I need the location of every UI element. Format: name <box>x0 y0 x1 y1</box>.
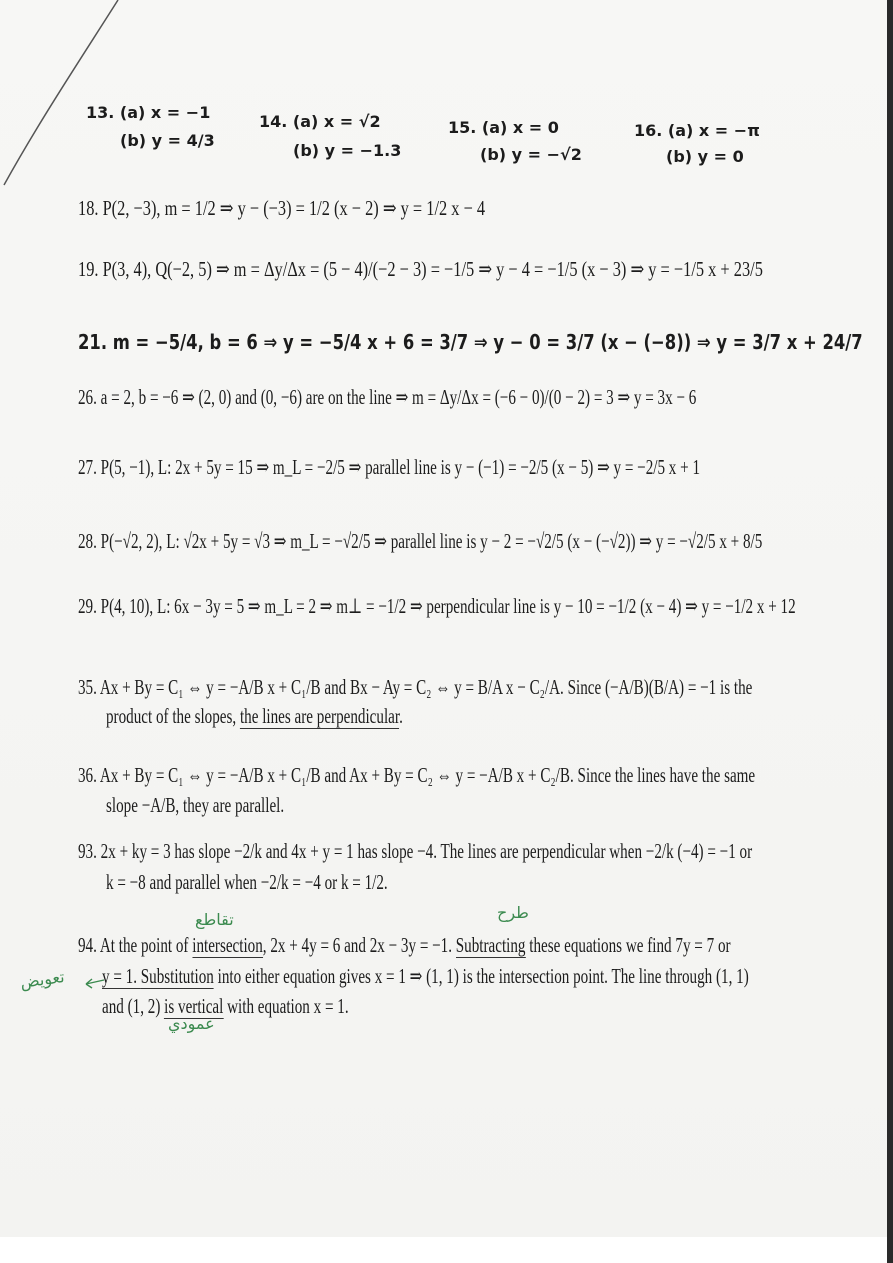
answer-15-a: (a) x = 0 <box>481 118 559 137</box>
answer-94-text-c: , 2x + 4y = 6 and 2x − 3y = −1. <box>262 933 456 957</box>
answer-16-number: 16. <box>634 121 663 140</box>
answer-14-b: (b) y = −1.3 <box>293 141 402 160</box>
answer-94-word-subtracting: Subtracting <box>455 933 526 957</box>
answer-28: 28. P(−√2, 2), L: √2x + 5y = √3 ⇒ m_L = −√2/5 ⇒ parallel line is y − 2 = −√2/5 (x − (−√2)) ⇒ y = −√2/5 x + 8/5 <box>78 529 763 553</box>
answer-35-line-1: 35. Ax + By = C₁ ⇔ y = −A/B x + C₁/B and Bx − Ay = C₂ ⇔ y = B/A x − C₂/A. Since (−A/B)(B/A) = −1 is the <box>78 675 753 699</box>
answer-36-line-2: slope −A/B, they are parallel. <box>106 793 285 817</box>
answer-15-b: (b) y = −√2 <box>480 145 582 164</box>
answer-13-a: (a) x = −1 <box>119 103 211 122</box>
answer-16-a: (a) x = −π <box>667 121 760 140</box>
answer-94-text-l3a: and (1, 2) <box>102 994 165 1018</box>
answer-94-line-3 <box>102 994 349 1018</box>
answer-13-number: 13. <box>86 103 115 122</box>
handwritten-note-intersection: تقاطع <box>195 910 234 929</box>
answer-94-word-intersection: intersection <box>192 933 263 957</box>
answer-94-line-2 <box>102 964 749 988</box>
answer-19: 19. P(3, 4), Q(−2, 5) ⇒ m = Δy/Δx = (5 − 4)/(−2 − 3) = −1/5 ⇒ y − 4 = −1/5 (x − 3) ⇒ y = −1/5 x + 23/5 <box>78 257 763 281</box>
answer-13 <box>86 102 210 124</box>
handwritten-note-vertical: عمودي <box>168 1014 215 1033</box>
answer-16-b: (b) y = 0 <box>666 147 744 166</box>
answer-35-line-2-end: . <box>399 704 403 728</box>
page-fold-line <box>0 0 130 200</box>
answer-35-line-2-start: product of the slopes, <box>106 704 240 728</box>
answer-27: 27. P(5, −1), L: 2x + 5y = 15 ⇒ m_L = −2/5 ⇒ parallel line is y − (−1) = −2/5 (x − 5) ⇒ y = −2/5 x + 1 <box>78 455 701 479</box>
answer-13-b: (b) y = 4/3 <box>120 131 215 150</box>
scan-bottom-margin <box>0 1237 893 1263</box>
handwritten-note-subtracting: طرح <box>497 903 529 922</box>
answer-14 <box>259 111 381 133</box>
answer-94-y-equals-1: y = 1. <box>102 964 141 988</box>
answer-18: 18. P(2, −3), m = 1/2 ⇒ y − (−3) = 1/2 (x − 2) ⇒ y = 1/2 x − 4 <box>78 196 486 220</box>
handwritten-arrow-icon <box>84 976 106 990</box>
answer-36-line-1: 36. Ax + By = C₁ ⇔ y = −A/B x + C₁/B and Ax + By = C₂ ⇔ y = −A/B x + C₂/B. Since the lines have the same <box>78 763 756 787</box>
answer-29: 29. P(4, 10), L: 6x − 3y = 5 ⇒ m_L = 2 ⇒ m⊥ = −1/2 ⇒ perpendicular line is y − 10 = −1/2 (x − 4) ⇒ y = −1/2 x + 12 <box>78 594 796 618</box>
answer-26: 26. a = 2, b = −6 ⇒ (2, 0) and (0, −6) are on the line ⇒ m = Δy/Δx = (−6 − 0)/(0 − 2) = 3 ⇒ y = 3x − 6 <box>78 385 697 409</box>
answer-35-line-2 <box>106 704 403 728</box>
answer-14-a: (a) x = √2 <box>292 112 381 131</box>
answer-35-underlined-phrase: the lines are perpendicular <box>239 704 400 728</box>
answer-94-phrase-is-vertical: is vertical <box>164 994 224 1018</box>
answer-94-word-substitution: Substitution <box>140 964 214 988</box>
answer-94-text-a: 94. At the point of <box>78 933 193 957</box>
answer-14-number: 14. <box>259 112 288 131</box>
answer-93-line-2: k = −8 and parallel when −2/k = −4 or k = 1/2. <box>106 870 388 894</box>
answer-93-line-1: 93. 2x + ky = 3 has slope −2/k and 4x + y = 1 has slope −4. The lines are perpendicular when −2/k (−4) = −1 or <box>78 839 753 863</box>
answer-94-line-1 <box>78 933 731 957</box>
answer-21: 21. m = −5/4, b = 6 ⇒ y = −5/4 x + 6 = 3/7 ⇒ y − 0 = 3/7 (x − (−8)) ⇒ y = 3/7 x + 24/7 <box>78 330 863 354</box>
answer-94-text-l2c: into either equation gives x = 1 ⇒ (1, 1) is the intersection point. The line through (1, 1) <box>213 964 749 988</box>
handwritten-note-substitution: تعويض <box>18 966 66 993</box>
answer-15-number: 15. <box>448 118 477 137</box>
answer-94-text-l3c: with equation x = 1. <box>223 994 349 1018</box>
answer-94-text-e: these equations we find 7y = 7 or <box>525 933 731 957</box>
answer-16 <box>634 120 760 142</box>
answer-15 <box>448 117 559 139</box>
scan-right-edge <box>887 0 893 1263</box>
